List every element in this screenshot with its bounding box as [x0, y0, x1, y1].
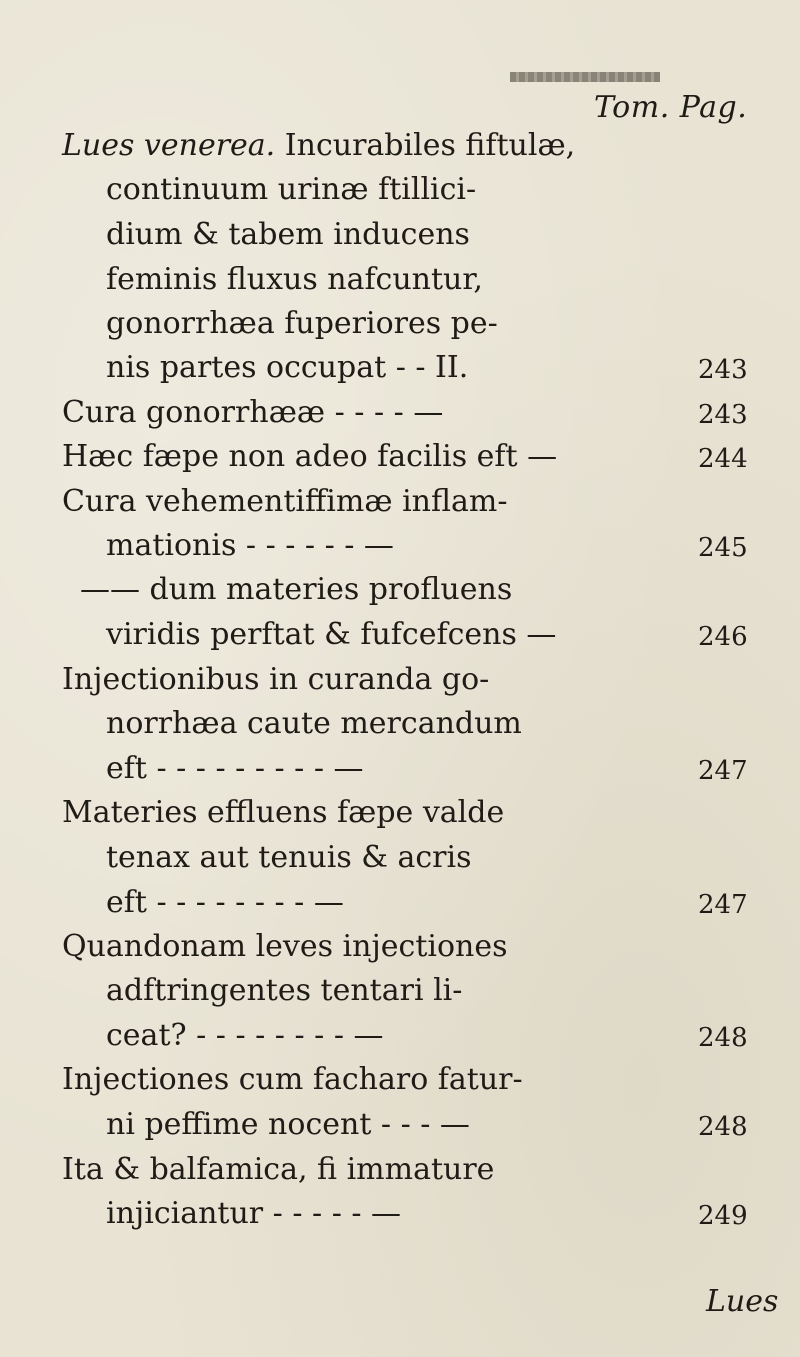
page-number: 243 [698, 400, 748, 430]
entry-line: Ita & balfamica, fi immature [62, 1152, 495, 1187]
page-header: Tom. Pag. [594, 90, 748, 125]
entry-line: Cura vehementiffimæ inflam- [62, 484, 508, 519]
ornamental-rule [510, 72, 660, 82]
entry-line: Hæc fæpe non adeo facilis eft — [62, 439, 558, 474]
entry-line: eft - - - - - - - - - — [106, 751, 364, 786]
entry-line: Materies effluens fæpe valde [62, 795, 505, 830]
entry-line: ni peffime nocent - - - — [106, 1107, 470, 1142]
entry-line: —— dum materies profluens [80, 572, 513, 607]
entry-line: dium & tabem inducens [106, 217, 470, 252]
entry-line: eft - - - - - - - - — [106, 885, 344, 920]
entry-line: Injectionibus in curanda go- [62, 662, 490, 697]
entry-line [62, 128, 575, 164]
page-number: 247 [698, 890, 748, 920]
entry-line: ceat? - - - - - - - - — [106, 1018, 384, 1053]
page-number: 243 [698, 355, 748, 385]
page-number: 248 [698, 1112, 748, 1142]
page-number: 246 [698, 622, 748, 652]
entry-line: tenax aut tenuis & acris [106, 840, 472, 875]
entry-line: Quandonam leves injectiones [62, 929, 508, 964]
entry-line: feminis fluxus nafcuntur, [106, 262, 483, 297]
entry-line: adftringentes tentari li- [106, 973, 463, 1008]
entry-line: Injectiones cum facharo fatur- [62, 1062, 523, 1097]
entry-line: injiciantur - - - - - — [106, 1196, 402, 1231]
entry-line: nis partes occupat - - II. [106, 350, 469, 385]
entry-keyword: Lues venerea. [62, 128, 276, 163]
entry-line: viridis perftat & fufcefcens — [106, 617, 557, 652]
page-number: 245 [698, 533, 748, 563]
page-number: 248 [698, 1023, 748, 1053]
entry-line: gonorrhæa fuperiores pe- [106, 306, 498, 341]
entry-line-rest: Incurabiles fiftulæ, [284, 128, 576, 163]
page-number: 247 [698, 756, 748, 786]
entry-line: mationis - - - - - - — [106, 528, 394, 563]
entry-line: Cura gonorrhææ - - - - — [62, 395, 444, 430]
entry-line: norrhæa caute mercandum [106, 706, 522, 741]
page-number: 244 [698, 444, 748, 474]
entry-line: continuum urinæ ftillici- [106, 172, 477, 207]
page-number: 249 [698, 1201, 748, 1231]
catchword: Lues [706, 1284, 779, 1319]
